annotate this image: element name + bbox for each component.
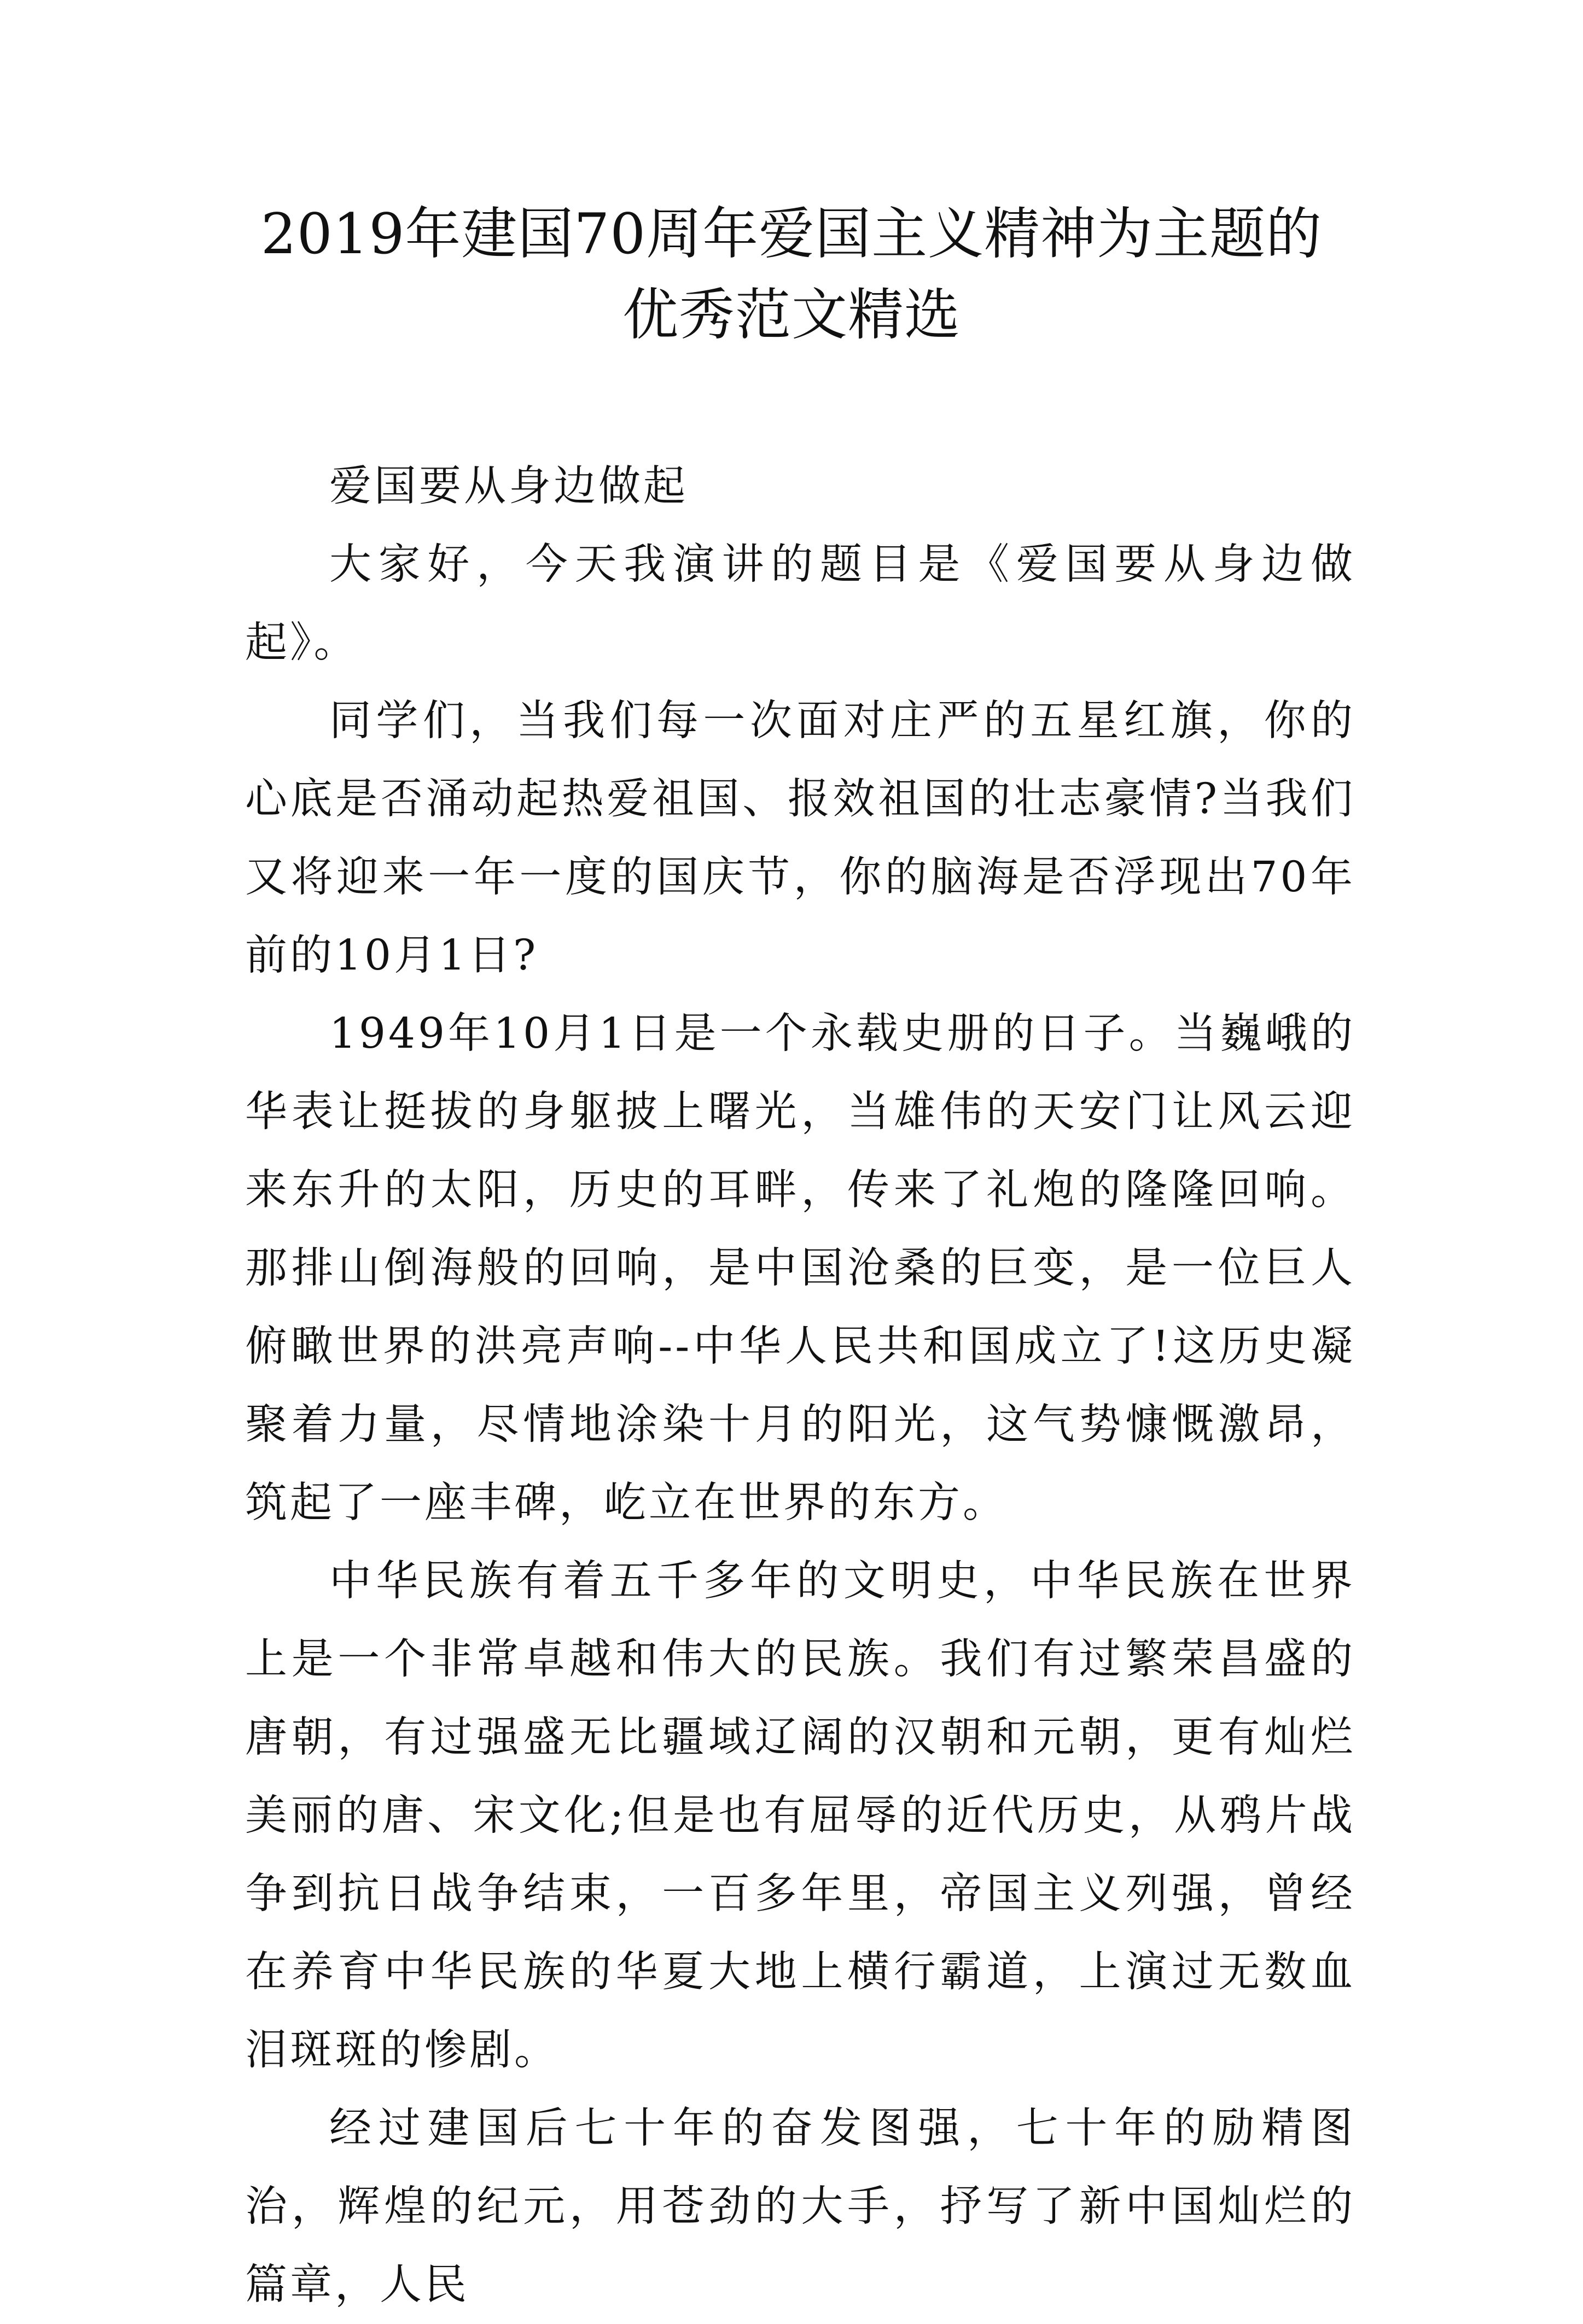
document-title: [164, 194, 1419, 356]
paragraph: 大家好，今天我演讲的题目是《爱国要从身边做起》。: [245, 540, 1355, 667]
document-body: [245, 447, 1355, 2324]
paragraph: 经过建国后七十年的奋发图强，七十年的励精图治，辉煌的纪元，用苍劲的大手，抒写了新中国灿烂的篇章，人民: [245, 2104, 1355, 2309]
paragraph: 中华民族有着五千多年的文明史，中华民族在世界上是一个非常卓越和伟大的民族。我们有过繁荣昌盛的唐朝，有过强盛无比疆域辽阔的汉朝和元朝，更有灿烂美丽的唐、宋文化;但是也有屈辱的近代历史，从鸦片战争到抗日战争结束，一百多年里，帝国主义列强，曾经在养育中华民族的华夏大地上横行霸道，上演过无数血泪斑斑的惨剧。: [245, 1557, 1355, 2075]
title-line-2: 优秀范文精选: [622, 283, 961, 348]
speech-title: 爱国要从身边做起: [329, 462, 688, 511]
paragraph: 1949年10月1日是一个永载史册的日子。当巍峨的华表让挺拔的身躯披上曙光，当雄伟的天安门让风云迎来东升的太阳，历史的耳畔，传来了礼炮的隆隆回响。那排山倒海般的回响，是中国沧桑的巨变，是一位巨人俯瞰世界的洪亮声响--中华人民共和国成立了!这历史凝聚着力量，尽情地涂染十月的阳光，这气势慷慨激昂，筑起了一座丰碑，屹立在世界的东方。: [245, 1009, 1355, 1527]
title-line-1: 2019年建国70周年爱国主义精神为主题的: [260, 202, 1323, 267]
paragraph: 同学们，当我们每一次面对庄严的五星红旗，你的心底是否涌动起热爱祖国、报效祖国的壮志豪情?当我们又将迎来一年一度的国庆节，你的脑海是否浮现出70年前的10月1日?: [245, 697, 1355, 980]
